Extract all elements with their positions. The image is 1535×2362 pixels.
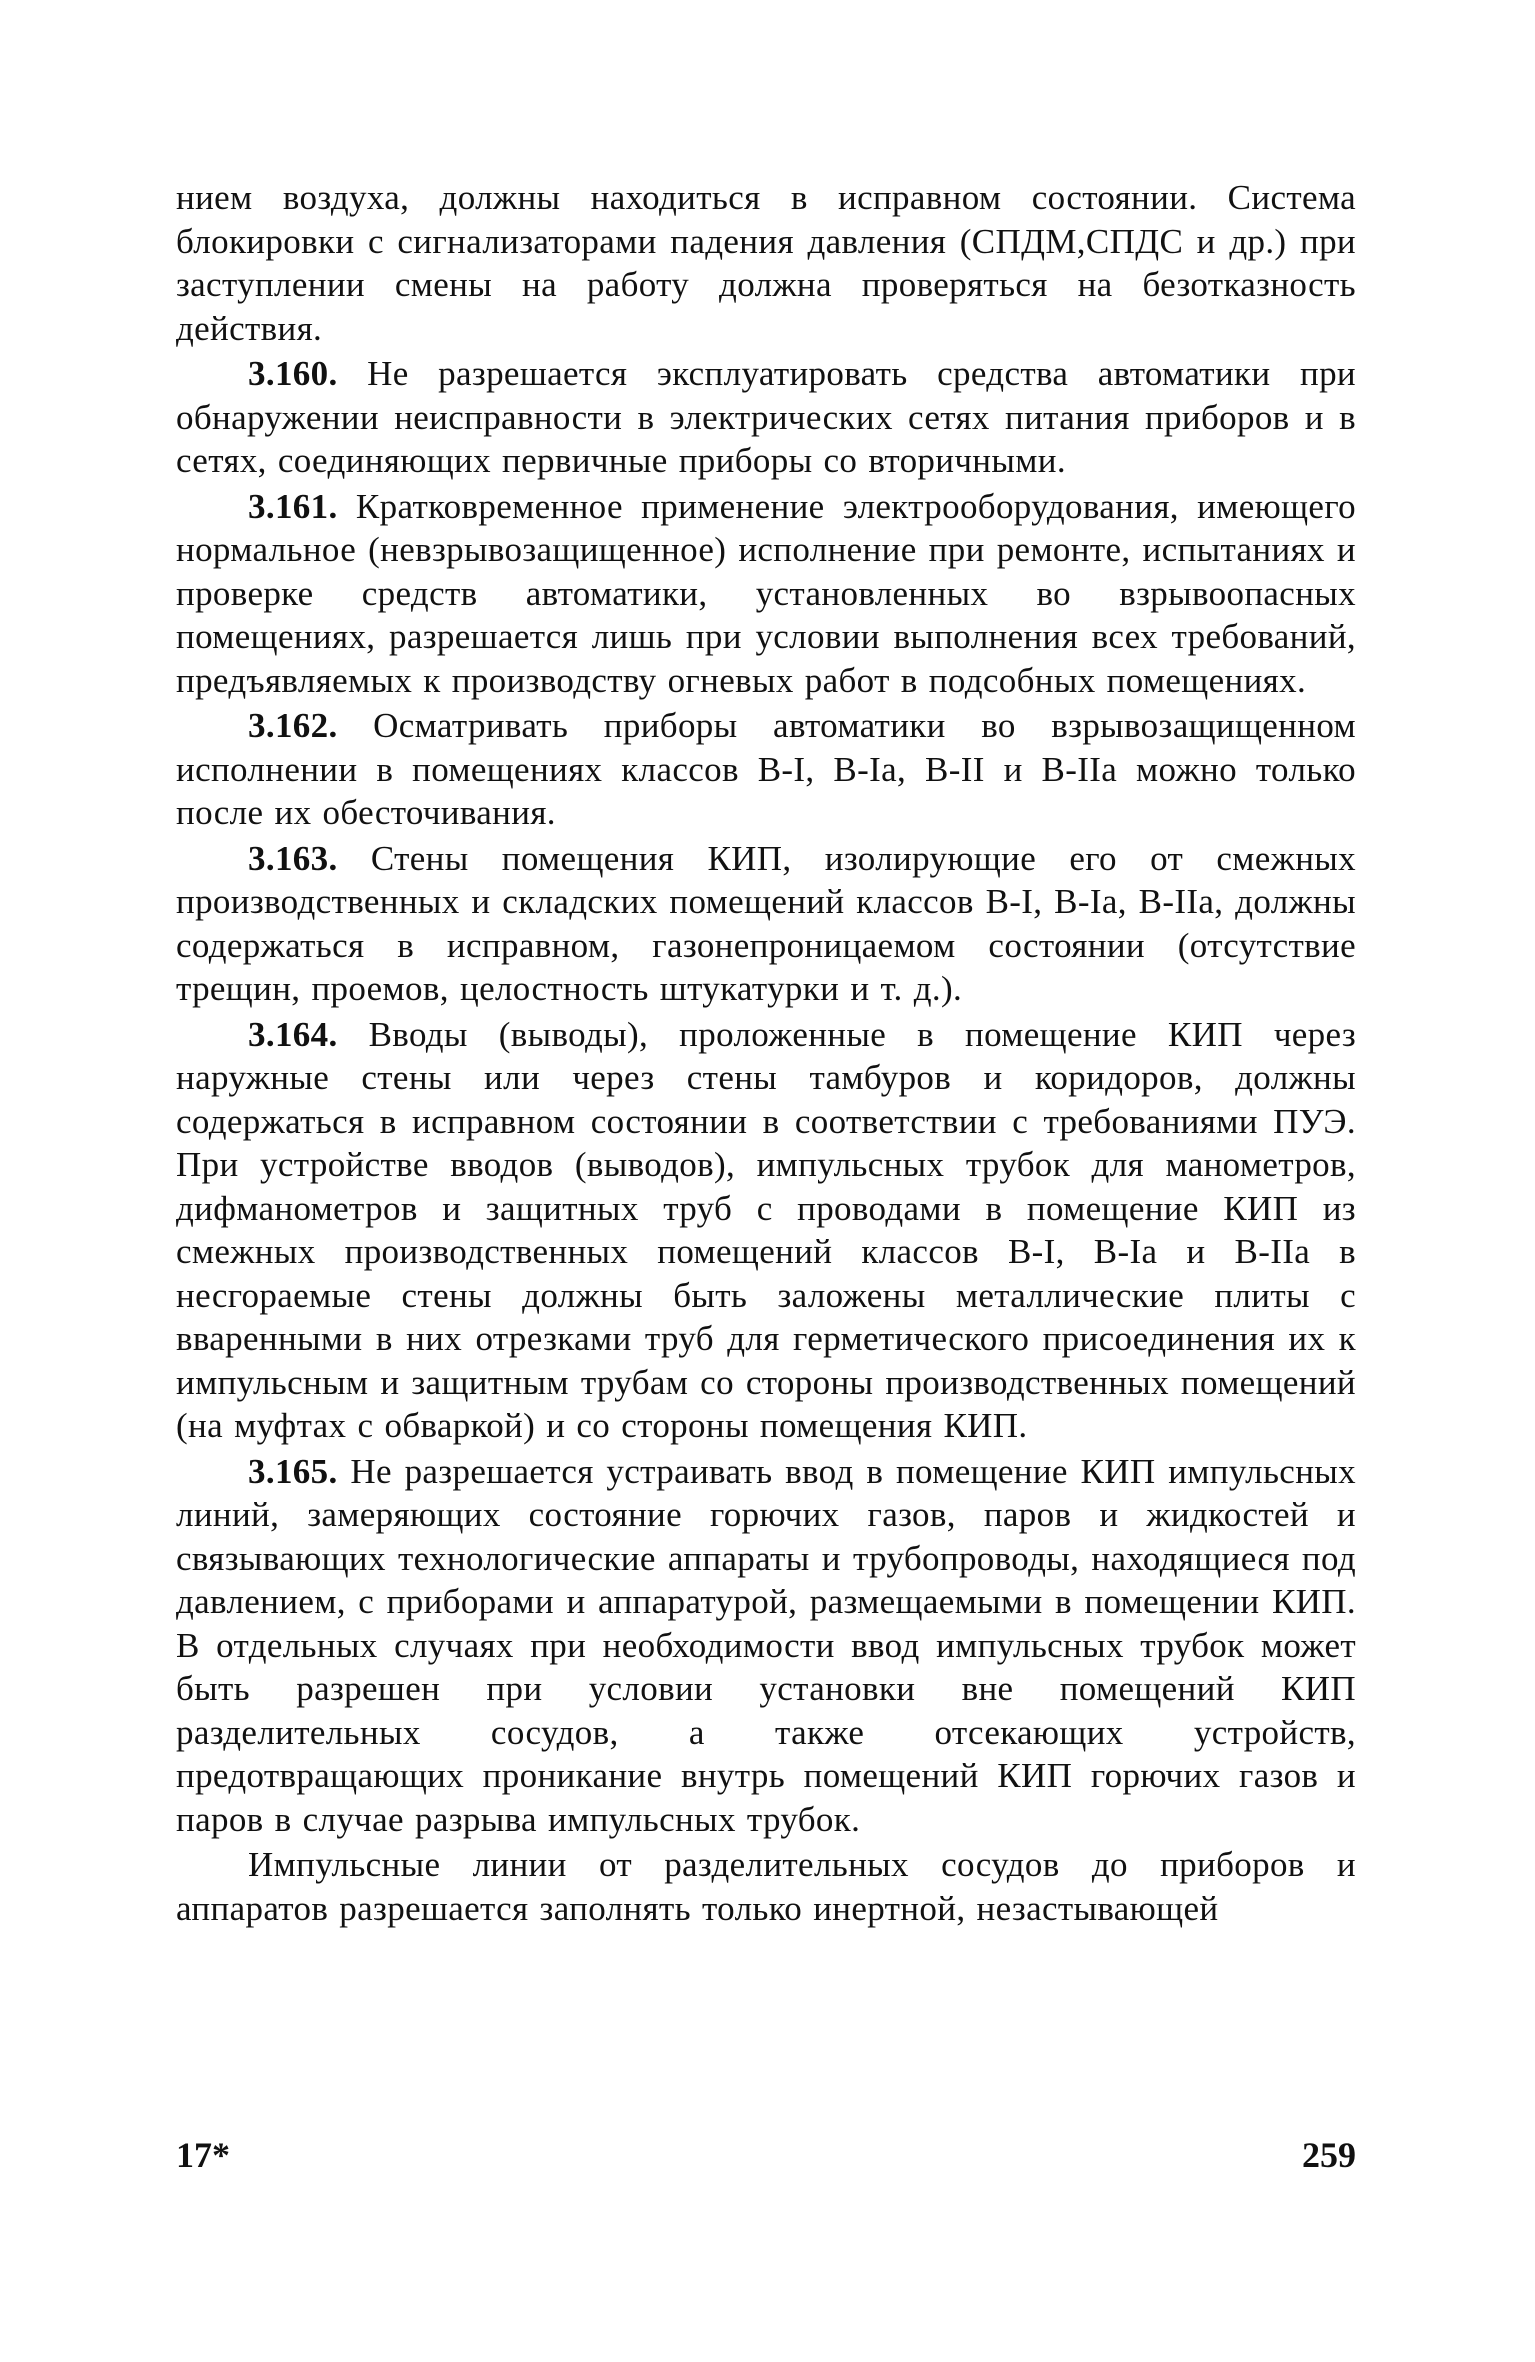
- signature-mark: 17*: [176, 2135, 230, 2175]
- paragraph-text: Осматривать приборы автоматики во взрывозащищенном исполнении в помещениях классов В-I, В-Iа, В-II и В-IIа можно только после их обесточивания.: [176, 706, 1356, 832]
- paragraph-3-160: [176, 352, 1356, 483]
- paragraph-3-164: [176, 1013, 1356, 1448]
- page-footer: [176, 2134, 1356, 2184]
- paragraph-3-165: [176, 1450, 1356, 1842]
- paragraph-number: 3.165.: [248, 1451, 338, 1491]
- paragraph-number: 3.164.: [248, 1014, 338, 1054]
- paragraph-3-162: [176, 704, 1356, 835]
- paragraph-continuation: [176, 176, 1356, 350]
- paragraph-text: Вводы (выводы), проложенные в помещение КИП через наружные стены или через стены тамбуров и коридоров, должны содержаться в исправном состоянии в соответствии с требованиями ПУЭ. При устройстве вводов (выводов), импульсных трубок для манометров, дифманометров и защитных труб с проводами в помещение КИП из смежных производственных помещений классов В-I, В-Iа и В-IIа в несгораемые стены должны быть заложены металлические плиты с вваренными в них отрезками труб для герметического присоединения их к импульсным и защитным трубам со стороны производственных помещений (на муфтах с обваркой) и со стороны помещения КИП.: [176, 1014, 1356, 1445]
- page-body: [176, 176, 1356, 1930]
- paragraph-text: Не разрешается устраивать ввод в помещение КИП импульсных линий, замеряющих состояние горючих газов, паров и жидкостей и связывающих технологические аппараты и трубопроводы, находящиеся под давлением, с приборами и аппаратурой, размещаемыми в помещении КИП. В отдельных случаях при необходимости ввод импульсных трубок может быть разрешен при условии установки вне помещений КИП разделительных сосудов, а также отсекающих устройств, предотвращающих проникание внутрь помещений КИП горючих газов и паров в случае разрыва импульсных трубок.: [176, 1451, 1356, 1839]
- paragraph-impulse-lines: [176, 1843, 1356, 1930]
- paragraph-text: Не разрешается эксплуатировать средства автоматики при обнаружении неисправности в электрических сетях питания приборов и в сетях, соединяющих первичные приборы со вторичными.: [176, 354, 1356, 480]
- paragraph-text: нием воздуха, должны находиться в исправном состоянии. Система блокировки с сигнализаторами падения давления (СПДМ,СПДС и др.) при заступлении смены на работу должна проверяться на безотказность действия.: [176, 178, 1356, 348]
- paragraph-text: Кратковременное применение электрооборудования, имеющего нормальное (невзрывозащищенное) исполнение при ремонте, испытаниях и проверке средств автоматики, установленных во взрывоопасных помещениях, разрешается лишь при условии выполнения всех требований, предъявляемых к производству огневых работ в подсобных помещениях.: [176, 486, 1356, 700]
- paragraph-text: Импульсные линии от разделительных сосудов до приборов и аппаратов разрешается заполнять только инертной, незастывающей: [176, 1845, 1356, 1928]
- paragraph-number: 3.163.: [248, 838, 338, 878]
- paragraph-text: Стены помещения КИП, изолирующие его от смежных производственных и складских помещений классов В-I, В-Iа, В-IIа, должны содержаться в исправном, газонепроницаемом состоянии (отсутствие трещин, проемов, целостность штукатурки и т. д.).: [176, 838, 1356, 1008]
- paragraph-number: 3.162.: [248, 706, 338, 745]
- paragraph-number: 3.161.: [248, 486, 338, 526]
- page-number: 259: [1302, 2135, 1356, 2175]
- paragraph-number: 3.160.: [248, 354, 338, 393]
- paragraph-3-163: [176, 837, 1356, 1011]
- paragraph-3-161: [176, 485, 1356, 703]
